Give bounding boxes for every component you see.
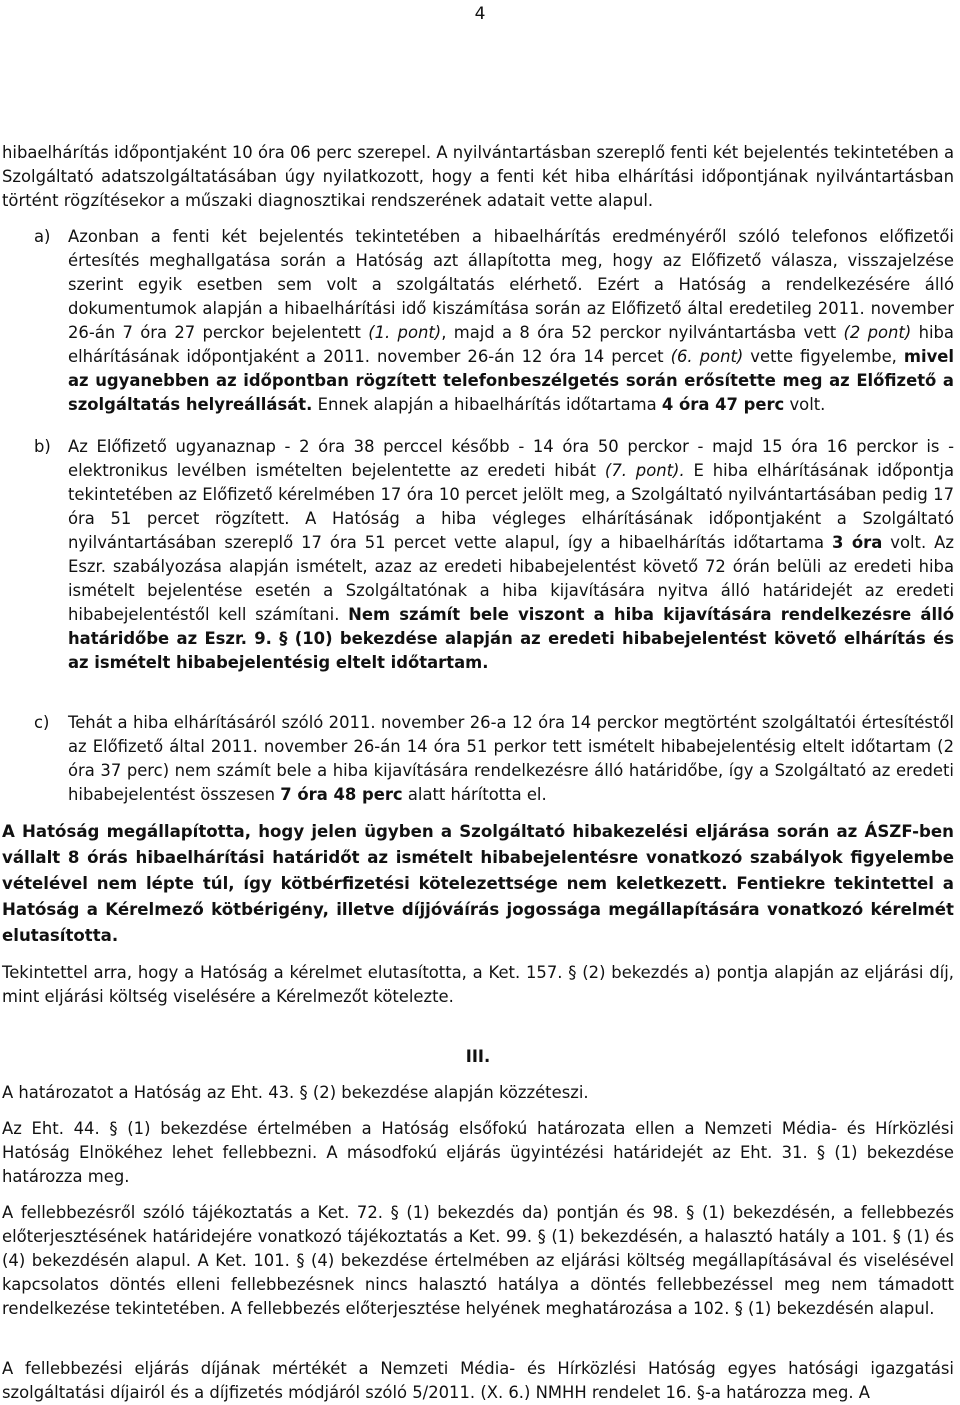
text-run: Az Előfizető ugyanaznap - 2 óra 38 perccel később - 14 óra 50 perckor - majd 15 óra 16 perckor is - elektronikus levélben ismételten bejelentette az eredeti hibát [68,437,954,480]
item-letter: b) [34,437,51,456]
item-letter: c) [34,713,50,732]
fee-paragraph: Tekintettel arra, hogy a Hatóság a kérelmet elutasította, a Ket. 157. § (2) bekezdés a) pontja alapján az eljárási díj, mint eljárási költség viselésére a Kérelmezőt kötelezte. [2,963,954,1006]
appeal-info-paragraph: A fellebbezésről szóló tájékoztatás a Ket. 72. § (1) bekezdés da) pontján és 98. § (1) bekezdésén, a fellebbezés előterjesztésének határidejére vonatkozó tájékoztatás a Ket. 99. § (1) bekezdésén, a halasztó hatály a 101. § (1) és (4) bekezdésén alapul. A Ket. 101. § (4) bekezdése értelmében az eljárási költség megállapításával és viselésével kapcsolatos döntés elleni fellebbezésnek nincs halasztó hatálya a döntés fellebbezéssel meg nem támadott rendelkezése tekintetében. A fellebbezés előterjesztése helyének meghatározása a 102. § (1) bekezdésén alapul. [2,1203,954,1318]
intro-paragraph: hibaelhárítás időpontjaként 10 óra 06 perc szerepel. A nyilvántartásban szereplő fenti két bejelentés tekintetében a Szolgáltató adatszolgáltatásában úgy nyilatkozott, hogy a fenti két hiba elhárítási időpontjának nyilvántartásban történt rögzítésekor a műszaki diagnosztikai rendszerének adatait vette alapul. [2,143,954,210]
text-run: Ennek alapján a hibaelhárítás időtartama [312,395,662,414]
fee-amount-paragraph: A fellebbezési eljárás díjának mértékét a Nemzeti Média- és Hírközlési Hatóság egyes hatósági igazgatási szolgáltatási díjairól és a díjfizetés módjáról szóló 5/2011. (X. 6.) NMHH rendelet 16. §-a határozza meg. A [2,1359,954,1402]
point-reference: (1. pont) [368,323,442,342]
emphasis-text: Nem számít bele viszont a hiba kijavítására rendelkezésre álló határidőbe az Eszr. 9. § (10) bekezdése alapján az eredeti hibabejelentést követő elhárítás és az ismételt hibabejelentésig eltelt időtartam. [68,605,954,672]
point-reference: (7. pont). [604,461,685,480]
item-body [68,435,954,675]
list-item-c [2,711,954,807]
duration-value: 3 óra [831,533,883,552]
list-item-a [2,225,954,417]
text-run: volt. Az Eszr. szabályozása alapján ismételt, azaz az eredeti hibabejelentést követő 72 órán belüli az eredeti hiba ismételt bejelentése esetén a Szolgáltatónak a hiba kijavítására nyitva álló határidejét az eredeti hibabejelentéstől kell számítani. [68,533,954,624]
duration-value: 4 óra 47 perc [661,395,785,414]
text-run: volt. [784,395,826,414]
publication-paragraph: A határozatot a Hatóság az Eht. 43. § (2) bekezdése alapján közzéteszi. [2,1083,589,1102]
point-reference: (2 pont) [843,323,912,342]
point-reference: (6. pont) [670,347,744,366]
text-run: hiba elhárításának időpontjaként a 2011. november 26-án 12 óra 14 percet [68,323,954,366]
conclusion-paragraph: A Hatóság megállapította, hogy jelen ügyben a Szolgáltató hibakezelési eljárása során az ÁSZF-ben vállalt 8 órás hibaelhárítási határidőt az ismételt hibabejelentésre vonatkozó szabályok figyelembe vételével nem lépte túl, így kötbérfizetési kötelezettsége nem keletkezett. Fentiekre tekintettel a Hatóság a Kérelmező kötbérigény, illetve díjjóváírás jogossága megállapítására vonatkozó kérelmét elutasította. [2,822,954,945]
item-letter: a) [34,227,51,246]
page-number: 4 [474,4,486,24]
appeal-paragraph: Az Eht. 44. § (1) bekezdése értelmében a Hatóság elsőfokú határozata ellen a Nemzeti Média- és Hírközlési Hatóság Elnökéhez lehet fellebbezni. A másodfokú eljárás ügyintézési határidejét az Eht. 31. § (1) bekezdése határozza meg. [2,1119,954,1186]
text-run: , majd a 8 óra 52 perckor nyilvántartásba vett [441,323,844,342]
text-run: Azonban a fenti két bejelentés tekintetében a hibaelhárítás eredményéről szóló telefonos előfizetői értesítés meghallgatása során a Hatóság azt állapította meg, hogy az Előfizető válasza, visszajelzése szerint egyik esetben sem volt a szolgáltatás elérhető. Ezért a Hatóság a rendelkezésére álló dokumentumok alapján a hibaelhárítási idő kiszámítása során az Előfizető által eredetileg 2011. november 26-án 7 óra 27 perckor bejelentett [68,227,954,342]
text-run: Tehát a hiba elhárításáról szóló 2011. november 26-a 12 óra 14 perckor megtörtént szolgáltatói értesítéstől az Előfizető által 2011. november 26-án 14 óra 51 perkor tett ismételt hibabejelentésig eltelt időtartam (2 óra 37 perc) nem számít bele a hiba kijavítására rendelkezésre álló határidőbe, így a Szolgáltató az eredeti hibabejelentést összesen [68,713,954,804]
item-body [68,711,954,807]
text-run: E hiba elhárításának időpontja tekintetében az Előfizető kérelmében 17 óra 10 percet jelölt meg, a Szolgáltató nyilvántartásában pedig 17 óra 51 percet rögzített. A Hatóság a hiba végleges elhárításának időpontjaként a Szolgáltató nyilvántartásában szereplő 17 óra 51 percet vette alapul, így a hibaelhárítás időtartama [68,461,954,552]
list-item-b [2,435,954,675]
text-run: vette figyelembe, [743,347,904,366]
document-body [2,141,954,1405]
duration-value: 7 óra 48 perc [280,785,403,804]
item-body [68,225,954,417]
emphasis-text: mivel az ugyanebben az időpontban rögzített telefonbeszélgetés során erősítette meg az Előfizető a szolgáltatás helyreállását. [68,347,954,414]
text-run: alatt hárította el. [402,785,547,804]
section-heading: III. [465,1047,491,1066]
